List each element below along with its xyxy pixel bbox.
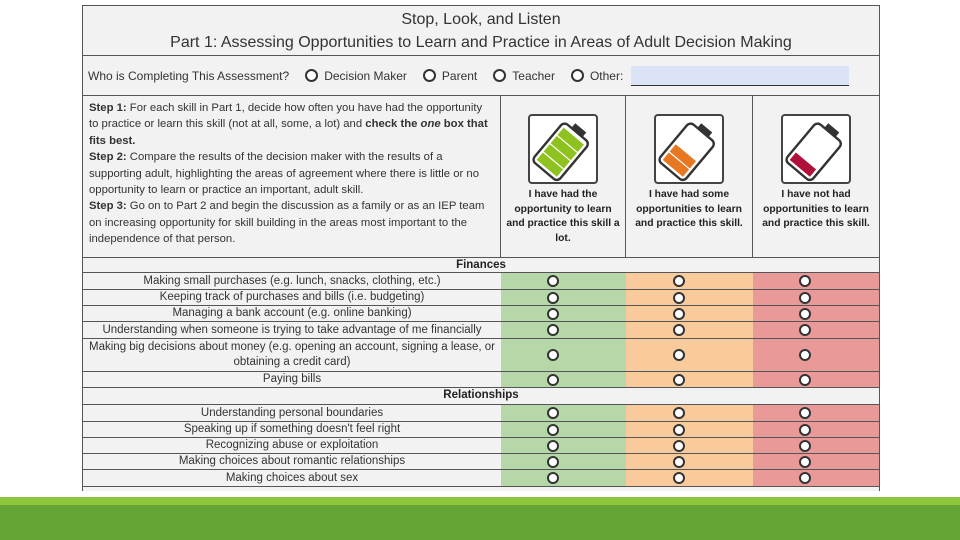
skill-row: [83, 454, 879, 470]
title-line-2: Part 1: Assessing Opportunities to Learn and Practice in Areas of Adult Decision Making: [170, 34, 792, 51]
skill-row: [83, 290, 879, 306]
legend-option: [626, 96, 753, 257]
option-label: Parent: [441, 68, 478, 83]
rating-radio[interactable]: [799, 374, 811, 386]
skill-label: Understanding when someone is trying to take advantage of me financially: [102, 323, 482, 336]
step-text: check the: [365, 118, 421, 131]
rating-cell: [501, 454, 626, 469]
assessment-document: [82, 5, 880, 491]
rating-radio[interactable]: [547, 324, 559, 336]
rating-cell: [501, 405, 626, 421]
rating-radio[interactable]: [547, 308, 559, 320]
footer-bar: [0, 505, 960, 540]
rating-radio[interactable]: [547, 440, 559, 452]
step-text: Go on to Part 2 and begin the discussion as a family or as an IEP team on increasing opportunity for skill building in the areas most important to the independence of that person.: [89, 200, 485, 246]
rating-radio[interactable]: [799, 424, 811, 436]
rating-cell: [626, 273, 753, 289]
radio-teacher[interactable]: [493, 69, 506, 82]
battery-icon: [781, 114, 851, 184]
skill-label: Managing a bank account (e.g. online banking): [172, 307, 412, 319]
rating-cell: [753, 273, 879, 289]
rating-cell: [501, 322, 626, 338]
skill-row: [83, 438, 879, 454]
instructions-row: [83, 96, 879, 258]
rating-cell: [626, 438, 753, 453]
radio-parent[interactable]: [423, 69, 436, 82]
rating-radio[interactable]: [799, 275, 811, 287]
radio-decision-maker[interactable]: [305, 69, 318, 82]
who-question: Who is Completing This Assessment?: [88, 68, 290, 83]
battery-icon: [528, 114, 598, 184]
rating-radio[interactable]: [799, 292, 811, 304]
rating-radio[interactable]: [547, 349, 559, 361]
rating-cell: [753, 470, 879, 486]
legend-label: I have not had opportunities to learn and practice this skill.: [762, 189, 870, 229]
rating-radio[interactable]: [547, 275, 559, 287]
rating-cell: [753, 405, 879, 421]
skill-row: [83, 422, 879, 438]
rating-radio[interactable]: [673, 440, 685, 452]
rating-radio[interactable]: [673, 275, 685, 287]
rating-cell: [753, 422, 879, 437]
skill-label: Making choices about sex: [225, 471, 359, 484]
option-label: Decision Maker: [324, 68, 407, 83]
rating-cell: [501, 290, 626, 305]
skill-row: [83, 470, 879, 487]
skill-row: [83, 372, 879, 388]
battery-icon: [654, 114, 724, 184]
rating-radio[interactable]: [799, 456, 811, 468]
section-header: Finances: [83, 258, 879, 273]
rating-radio[interactable]: [673, 374, 685, 386]
skill-label: Keeping track of purchases and bills (i.e. budgeting): [159, 291, 425, 303]
rating-radio[interactable]: [673, 292, 685, 304]
rating-cell: [501, 306, 626, 321]
instructions-text: [83, 96, 501, 257]
rating-radio[interactable]: [673, 456, 685, 468]
skill-label: Recognizing abuse or exploitation: [205, 439, 379, 451]
step-label: Step 1:: [89, 102, 127, 114]
radio-other[interactable]: [571, 69, 584, 82]
step-label: Step 2:: [89, 151, 127, 164]
skill-label: Speaking up if something doesn't feel right: [183, 423, 401, 435]
rating-radio[interactable]: [673, 324, 685, 336]
rating-cell: [501, 273, 626, 289]
skill-label: Understanding personal boundaries: [200, 406, 384, 419]
option-label: Teacher: [512, 68, 555, 83]
rating-cell: [626, 339, 753, 371]
rating-radio[interactable]: [799, 407, 811, 419]
rating-radio[interactable]: [799, 324, 811, 336]
rating-radio[interactable]: [547, 472, 559, 484]
rating-cell: [753, 290, 879, 305]
skill-row: [83, 306, 879, 322]
rating-cell: [753, 372, 879, 387]
rating-cell: [501, 372, 626, 387]
rating-radio[interactable]: [673, 407, 685, 419]
footer-accent-bar: [0, 497, 960, 505]
skill-row: [83, 322, 879, 339]
legend-label: I have had some opportunities to learn and practice this skill.: [635, 189, 743, 229]
rating-radio[interactable]: [547, 407, 559, 419]
other-input[interactable]: [631, 66, 849, 86]
rating-radio[interactable]: [547, 456, 559, 468]
rating-cell: [501, 339, 626, 371]
step-text: one: [420, 118, 441, 131]
skill-row: [83, 405, 879, 422]
rating-radio[interactable]: [673, 424, 685, 436]
skill-row: [83, 273, 879, 290]
rating-cell: [501, 470, 626, 486]
step-text: For each skill in Part 1, decide how often you have had the opportunity to practice or learn this skill (not at all, some, a lot) and: [89, 102, 483, 131]
rating-cell: [626, 422, 753, 437]
rating-cell: [753, 322, 879, 338]
rating-cell: [753, 438, 879, 453]
title-line-1: Stop, Look, and Listen: [401, 11, 561, 28]
rating-cell: [626, 322, 753, 338]
rating-cell: [626, 454, 753, 469]
legend-option: [753, 96, 879, 257]
rating-radio[interactable]: [547, 424, 559, 436]
document-title: [83, 6, 879, 56]
step-text: box that fits best.: [89, 118, 488, 147]
rating-radio[interactable]: [799, 472, 811, 484]
rating-cell: [753, 339, 879, 371]
who-completing-row: [83, 56, 879, 96]
rating-radio[interactable]: [799, 308, 811, 320]
rating-cell: [501, 422, 626, 437]
rating-cell: [626, 290, 753, 305]
skill-label: Making big decisions about money (e.g. opening an account, signing a lease, or obtaining a credit card): [89, 341, 495, 368]
rating-radio[interactable]: [547, 292, 559, 304]
rating-cell: [753, 306, 879, 321]
rating-radio[interactable]: [673, 349, 685, 361]
rating-radio[interactable]: [673, 472, 685, 484]
step-text: Compare the results of the decision maker with the results of a supporting adult, highlighting the areas of agreement where there is little or no opportunity to learn or practice an important, adult skill.: [89, 151, 479, 197]
rating-cell: [753, 454, 879, 469]
rating-radio[interactable]: [799, 349, 811, 361]
option-label: Other:: [589, 68, 624, 83]
skill-label: Making choices about romantic relationships: [178, 455, 406, 467]
rating-radio[interactable]: [547, 374, 559, 386]
rating-radio[interactable]: [799, 440, 811, 452]
skill-label: Paying bills: [262, 373, 322, 385]
legend-label: I have had the opportunity to learn and practice this skill a lot.: [506, 189, 620, 244]
skill-row: [83, 339, 879, 372]
rating-radio[interactable]: [673, 308, 685, 320]
rating-cell: [501, 438, 626, 453]
skill-label: Making small purchases (e.g. lunch, snacks, clothing, etc.): [143, 274, 441, 287]
legend-option: [501, 96, 626, 257]
step-label: Step 3:: [89, 200, 127, 213]
section-header: Relationships: [83, 388, 879, 405]
rating-cell: [626, 470, 753, 486]
rating-cell: [626, 306, 753, 321]
rating-cell: [626, 405, 753, 421]
rating-cell: [626, 372, 753, 387]
